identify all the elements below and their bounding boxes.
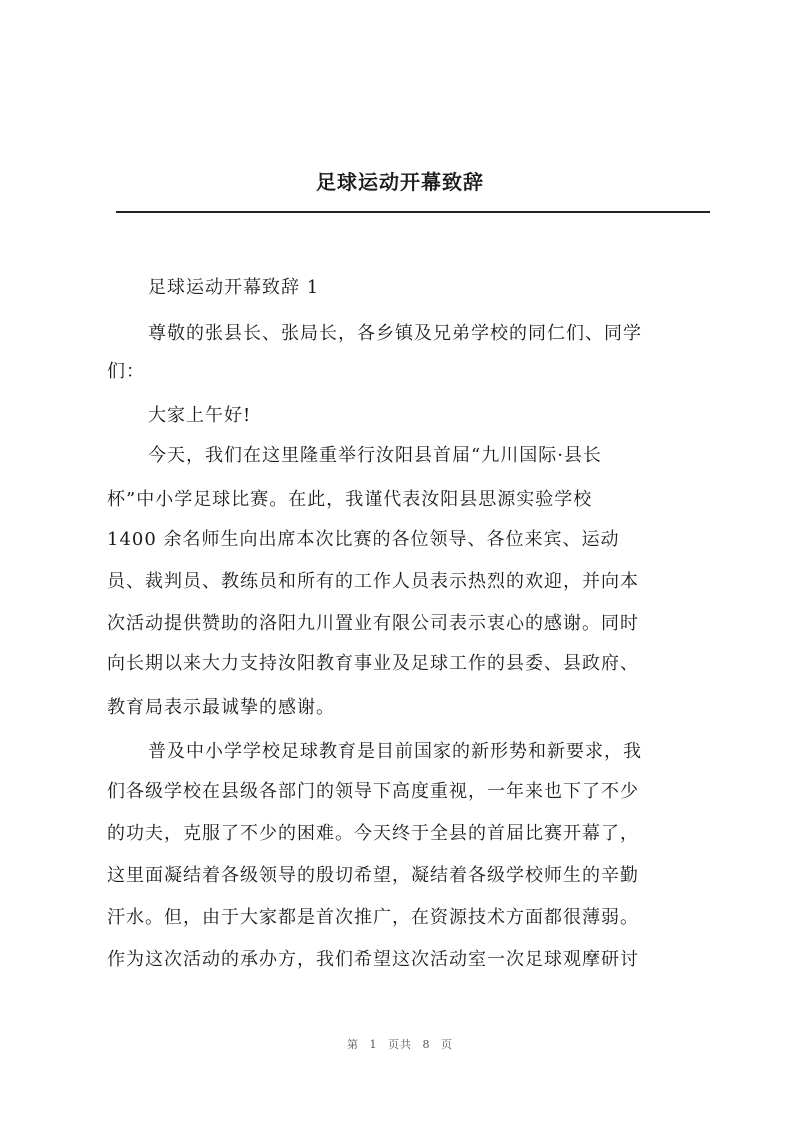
document-title: 足球运动开幕致辞	[316, 170, 484, 194]
body-line: 的功夫，克服了不少的困难。今天终于全县的首届比赛开幕了，	[107, 823, 639, 844]
body-line: 们：	[107, 361, 145, 382]
body-line: 大家上午好!	[148, 405, 252, 426]
body-line: 足球运动开幕致辞 1	[148, 277, 320, 298]
body-line: 尊敬的张县长、张局长，各乡镇及兄弟学校的同仁们、同学	[148, 323, 642, 344]
body-line: 这里面凝结着各级领导的殷切希望，凝结着各级学校师生的辛勤	[107, 865, 639, 886]
body-line: 作为这次活动的承办方，我们希望这次活动室一次足球观摩研讨	[107, 949, 639, 970]
body-line: 今天，我们在这里隆重举行汝阳县首届“九川国际·县长	[148, 445, 602, 466]
title-divider	[116, 211, 710, 213]
body-line: 教育局表示最诚挚的感谢。	[107, 697, 335, 718]
body-line: 汗水。但，由于大家都是首次推广，在资源技术方面都很薄弱。	[107, 907, 639, 928]
body-line: 向长期以来大力支持汝阳教育事业及足球工作的县委、县政府、	[107, 653, 639, 674]
body-line: 1400 余名师生向出席本次比赛的各位领导、各位来宾、运动	[107, 529, 620, 550]
body-line: 们各级学校在县级各部门的领导下高度重视，一年来也下了不少	[107, 781, 639, 802]
body-line: 次活动提供赞助的洛阳九川置业有限公司表示衷心的感谢。同时	[107, 613, 639, 634]
page-number: 第 1 页共 8 页	[347, 1038, 453, 1051]
body-line: 杯”中小学足球比赛。在此，我谨代表汝阳县思源实验学校	[107, 489, 593, 510]
body-line: 普及中小学学校足球教育是目前国家的新形势和新要求，我	[148, 741, 642, 762]
body-line: 员、裁判员、教练员和所有的工作人员表示热烈的欢迎，并向本	[107, 571, 639, 592]
